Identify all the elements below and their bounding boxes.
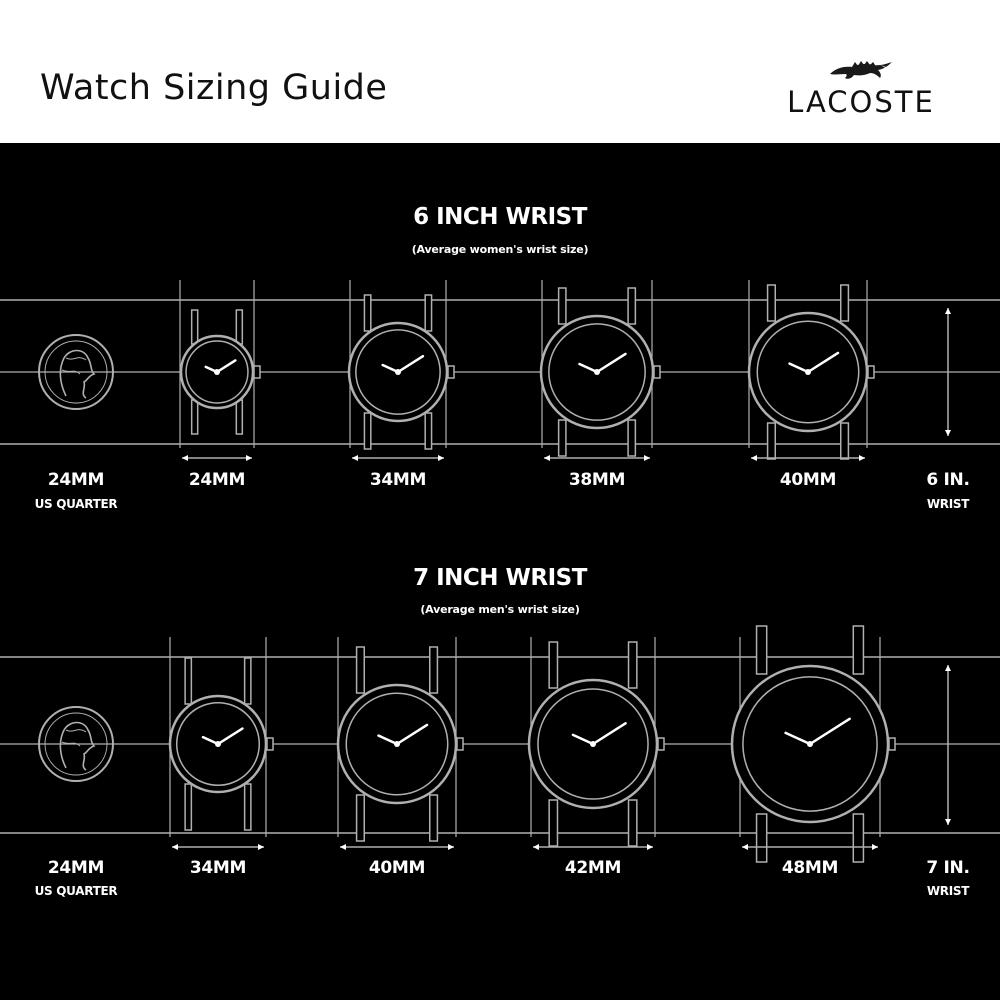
dimension-arrowhead — [945, 819, 951, 825]
watch-center-pin — [594, 369, 600, 375]
size-label: 48MM — [781, 858, 839, 878]
watch-lug — [357, 795, 365, 841]
watch-illustration — [529, 637, 664, 850]
watch-lug — [629, 642, 637, 688]
size-label: 42MM — [564, 858, 622, 878]
dimension-arrowhead — [340, 844, 346, 850]
watch-center-pin — [807, 741, 813, 747]
watch-lug — [425, 413, 431, 449]
size-label: 40MM — [368, 858, 426, 878]
dimension-arrowhead — [182, 455, 188, 461]
size-label: 38MM — [568, 470, 626, 490]
size-sublabel: US QUARTER — [34, 497, 118, 511]
size-label: 24MM — [47, 858, 105, 878]
watch-lug — [192, 310, 198, 344]
watch-crown — [267, 738, 273, 750]
watch-illustration — [338, 637, 463, 850]
wrist-measure — [945, 665, 951, 825]
watch-illustration — [170, 637, 273, 850]
section-2 — [0, 626, 1000, 862]
watch-lug — [841, 285, 849, 321]
dimension-arrowhead — [742, 844, 748, 850]
dimension-arrowhead — [352, 455, 358, 461]
watch-lug — [192, 400, 198, 434]
dimension-arrowhead — [644, 455, 650, 461]
section-title: 6 INCH WRIST — [413, 204, 587, 230]
dimension-arrowhead — [438, 455, 444, 461]
dimension-arrowhead — [945, 665, 951, 671]
watch-illustration — [180, 280, 260, 461]
watch-lug — [549, 642, 557, 688]
dimension-arrowhead — [945, 430, 951, 436]
watch-lug — [364, 295, 370, 331]
coin-hair-line — [66, 358, 86, 360]
section-subtitle: (Average men's wrist size) — [420, 603, 580, 616]
watch-center-pin — [214, 369, 220, 375]
watch-lug — [430, 647, 438, 693]
watch-lug — [549, 800, 557, 846]
section-1 — [0, 280, 1000, 461]
size-label: 7 IN. — [926, 858, 970, 878]
size-sublabel: US QUARTER — [34, 884, 118, 898]
brand-wordmark: LACOSTE — [787, 85, 935, 119]
dimension-arrowhead — [859, 455, 865, 461]
watch-lug — [629, 800, 637, 846]
dimension-arrowhead — [647, 844, 653, 850]
dimension-arrowhead — [751, 455, 757, 461]
dimension-arrowhead — [172, 844, 178, 850]
watch-lug — [430, 795, 438, 841]
dimension-arrowhead — [533, 844, 539, 850]
size-label: 40MM — [779, 470, 837, 490]
coin-hair-line — [66, 730, 86, 732]
dimension-arrowhead — [544, 455, 550, 461]
dimension-arrowhead — [258, 844, 264, 850]
size-label: 6 IN. — [926, 470, 970, 490]
watch-crown — [658, 738, 664, 750]
watch-crown — [868, 366, 874, 378]
watch-lug — [245, 658, 251, 704]
watch-lug — [853, 814, 863, 862]
watch-lug — [364, 413, 370, 449]
watch-lug — [757, 814, 767, 862]
size-sublabel: WRIST — [926, 884, 970, 898]
section-title: 7 INCH WRIST — [413, 565, 587, 591]
dimension-arrowhead — [448, 844, 454, 850]
page-title: Watch Sizing Guide — [40, 68, 388, 108]
watch-lug — [757, 626, 767, 674]
watch-lug — [357, 647, 365, 693]
watch-lug — [185, 658, 191, 704]
watch-lug — [236, 310, 242, 344]
watch-lug — [245, 784, 251, 830]
watch-lug — [236, 400, 242, 434]
watch-lug — [185, 784, 191, 830]
dimension-arrowhead — [945, 308, 951, 314]
size-label: 24MM — [188, 470, 246, 490]
watch-crown — [654, 366, 660, 378]
watch-center-pin — [394, 741, 400, 747]
watch-lug — [841, 423, 849, 459]
watch-lug — [628, 420, 635, 456]
watch-illustration — [349, 280, 454, 461]
size-label: 34MM — [369, 470, 427, 490]
size-sublabel: WRIST — [926, 497, 970, 511]
dimension-arrowhead — [872, 844, 878, 850]
watch-center-pin — [215, 741, 221, 747]
watch-center-pin — [395, 369, 401, 375]
watch-center-pin — [590, 741, 596, 747]
watch-lug — [853, 626, 863, 674]
watch-illustration — [541, 280, 660, 461]
watch-crown — [889, 738, 895, 750]
watch-lug — [768, 285, 776, 321]
watch-crown — [254, 366, 260, 378]
size-label: 34MM — [189, 858, 247, 878]
watch-lug — [559, 420, 566, 456]
watch-illustration — [732, 626, 895, 862]
watch-center-pin — [805, 369, 811, 375]
watch-lug — [559, 288, 566, 324]
dimension-arrowhead — [246, 455, 252, 461]
size-label: 24MM — [47, 470, 105, 490]
section-subtitle: (Average women's wrist size) — [411, 243, 589, 256]
watch-lug — [768, 423, 776, 459]
watch-crown — [448, 366, 454, 378]
watch-illustration — [749, 280, 874, 461]
watch-crown — [457, 738, 463, 750]
watch-lug — [425, 295, 431, 331]
watch-lug — [628, 288, 635, 324]
